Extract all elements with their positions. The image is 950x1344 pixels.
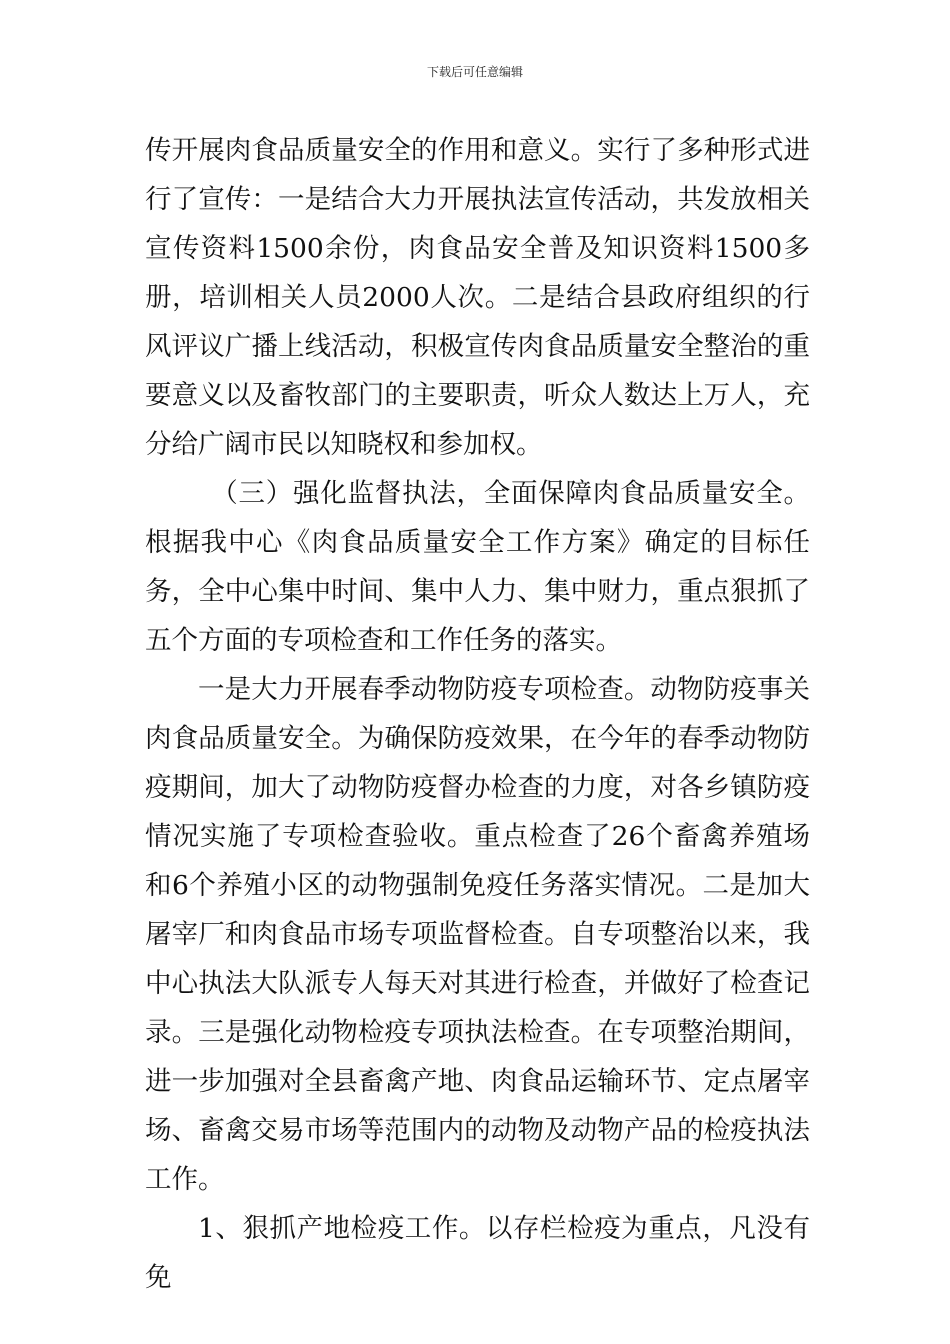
paragraph-inspections: 一是大力开展春季动物防疫专项检查。动物防疫事关肉食品质量安全。为确保防疫效果，在今年的春季动物防疫期间，加大了动物防疫督办检查的力度，对各乡镇防疫情况实施了专项检查验收。重点检查了26个畜禽养殖场和6个养殖小区的动物强制免疫任务落实情况。二是加大屠宰厂和肉食品市场专项监督检查。自专项整治以来，我中心执法大队派专人每天对其进行检查，并做好了检查记录。三是强化动物检疫专项执法检查。在专项整治期间，进一步加强对全县畜禽产地、肉食品运输环节、定点屠宰场、畜禽交易市场等范围内的动物及动物产品的检疫执法工作。: [145, 674, 810, 1195]
paragraph-section-three: （三）强化监督执法，全面保障肉食品质量安全。根据我中心《肉食品质量安全工作方案》确定的目标任务，全中心集中时间、集中人力、集中财力，重点狠抓了五个方面的专项检查和工作任务的落实。: [145, 478, 810, 656]
paragraph-publicity: 传开展肉食品质量安全的作用和意义。实行了多种形式进行了宣传：一是结合大力开展执法宣传活动，共发放相关宣传资料1500余份，肉食品安全普及知识资料1500多册，培训相关人员2000人次。二是结合县政府组织的行风评议广播上线活动，积极宣传肉食品质量安全整治的重要意义以及畜牧部门的主要职责，听众人数达上万人，充分给广阔市民以知晓权和参加权。: [145, 135, 810, 460]
document-body: [145, 126, 810, 1302]
page-header: 下载后可任意编辑: [426, 65, 523, 79]
paragraph-origin-quarantine: 1、狠抓产地检疫工作。以存栏检疫为重点，凡没有免: [145, 1213, 810, 1293]
